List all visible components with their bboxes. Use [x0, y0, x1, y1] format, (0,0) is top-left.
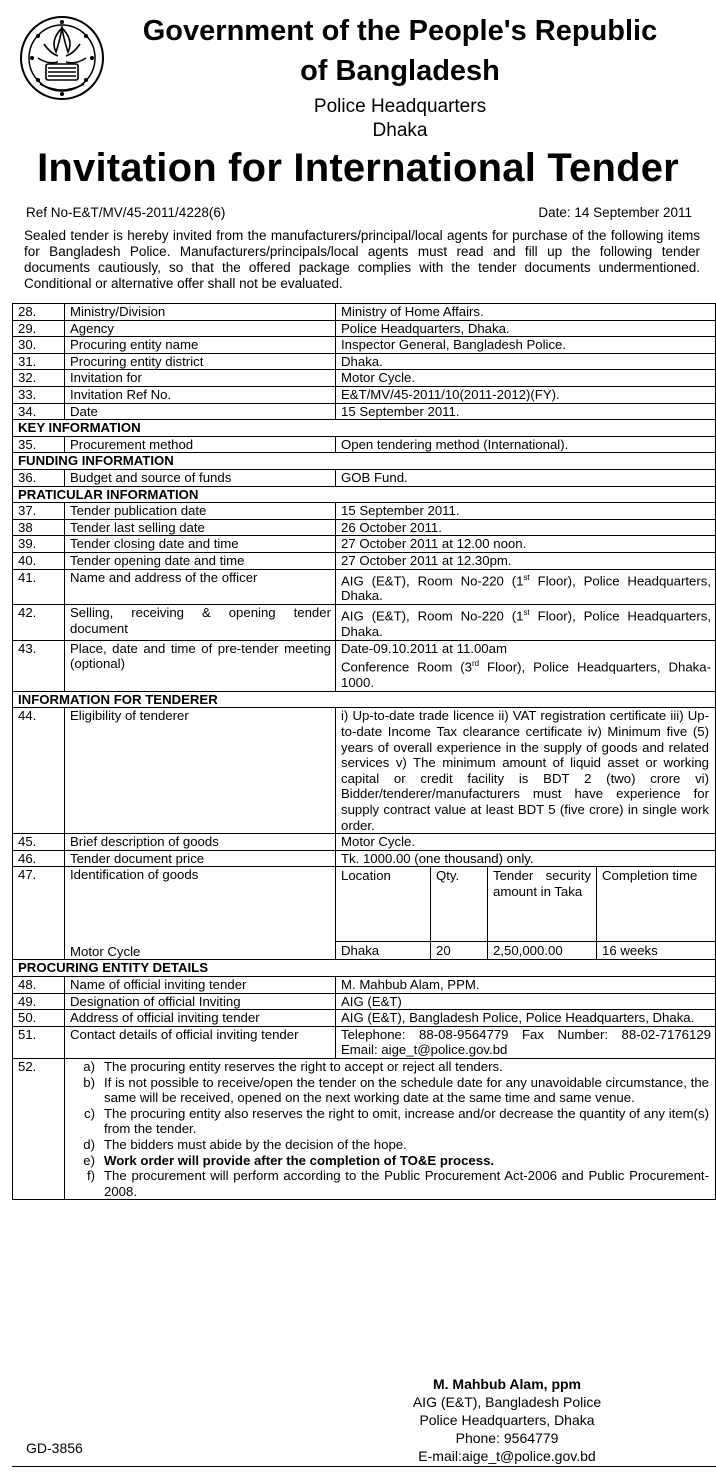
table-row	[13, 569, 716, 605]
government-title-line1: Government of the People's Republic	[142, 15, 658, 47]
tender-details-table	[12, 303, 716, 1200]
row-number: 46.	[13, 850, 65, 867]
tender-title: Invitation for International Tender	[37, 146, 679, 190]
row-label: Place, date and time of pre-tender meeting (optional)	[65, 640, 336, 691]
row-number: 30.	[13, 337, 65, 354]
goods-label: Identification of goods	[70, 867, 199, 883]
list-item	[77, 1059, 709, 1075]
row-value: 27 October 2011 at 12.00 noon.	[336, 536, 716, 553]
table-row	[13, 353, 716, 370]
row-value: M. Mahbub Alam, PPM.	[336, 977, 716, 994]
row-number: 37.	[13, 503, 65, 520]
section-header	[13, 691, 716, 708]
table-row	[13, 503, 716, 520]
goods-qty: 20	[431, 941, 488, 959]
value-text: AIG (E&T), Room No-220 (1	[341, 572, 524, 588]
list-text: The bidders must abide by the decision of the hope.	[104, 1136, 407, 1152]
reference-number: Ref No-E&T/MV/45-2011/4228(6)	[26, 205, 226, 220]
row-value: Tk. 1000.00 (one thousand) only.	[336, 850, 716, 867]
row-label: Tender document price	[65, 850, 336, 867]
footer-code: GD-3856	[26, 1440, 83, 1456]
row-number: 48.	[13, 977, 65, 994]
section-title-key-information: KEY INFORMATION	[13, 420, 716, 437]
row-number: 40.	[13, 552, 65, 569]
list-item	[77, 1075, 709, 1106]
row-value: AIG (E&T), Bangladesh Police, Police Headquarters, Dhaka.	[336, 1010, 716, 1027]
row-value: i) Up-to-date trade licence ii) VAT registration certificate iii) Up-to-date Income Tax clearance certificate iv) Minimum five (5) years of overall experience in the supply of goods and related services v) The minimum amount of liquid asset or working capital or credit facility is BDT 2 (two) crore vi) Bidder/tenderer/manufacturers must have experience for supply contract value at least BDT 5 (five crore) in single work order.	[336, 708, 716, 834]
row-label: Name of official inviting tender	[65, 977, 336, 994]
intro-paragraph: Sealed tender is hereby invited from the manufacturers/principal/local agents for purchase of the following items for Bangladesh Police. Manufacturers/principals/local agents must read and fill up the following tender documents cautiously, so that the offered package complies with the tender documents undermentioned. Conditional or alternative offer shall not be evaluated.	[24, 228, 700, 291]
table-row	[13, 519, 716, 536]
table-row	[13, 552, 716, 569]
row-label: Date	[65, 403, 336, 420]
government-seal-icon	[18, 14, 106, 102]
goods-table	[336, 867, 715, 959]
table-row	[13, 977, 716, 994]
row-value: Ministry of Home Affairs.	[336, 304, 716, 321]
goods-value-row	[336, 941, 715, 959]
row-label: Name and address of the officer	[65, 569, 336, 605]
table-row	[13, 337, 716, 354]
bottom-divider	[12, 1466, 716, 1467]
row-number: 38	[13, 519, 65, 536]
goods-header-qty: Qty.	[431, 867, 488, 941]
row-number: 35.	[13, 436, 65, 453]
row-number: 44.	[13, 708, 65, 834]
section-header	[13, 453, 716, 470]
row-value	[336, 605, 716, 641]
row-label: Eligibility of tenderer	[65, 708, 336, 834]
list-marker: a)	[83, 1059, 95, 1075]
row-number: 28.	[13, 304, 65, 321]
row-number: 29.	[13, 320, 65, 337]
list-text: If is not possible to receive/open the tender on the schedule date for any unavoidable circumstance, the same will be received, opened on the next working date at the same time and same venue.	[104, 1074, 709, 1106]
signatory-designation: AIG (E&T), Bangladesh Police	[412, 1394, 602, 1410]
list-marker: e)	[83, 1152, 95, 1168]
row-number: 45.	[13, 834, 65, 851]
table-row	[13, 386, 716, 403]
row-value: Motor Cycle.	[336, 834, 716, 851]
row-label: Address of official inviting tender	[65, 1010, 336, 1027]
row-label: Tender closing date and time	[65, 536, 336, 553]
row-value: Open tendering method (International).	[336, 436, 716, 453]
section-header	[13, 420, 716, 437]
list-item	[77, 1106, 709, 1137]
row-number: 31.	[13, 353, 65, 370]
row-number: 36.	[13, 469, 65, 486]
table-row	[13, 469, 716, 486]
goods-header-row	[336, 867, 715, 941]
value-text: AIG (E&T), Room No-220 (1	[341, 608, 524, 624]
table-row	[13, 536, 716, 553]
value-text: Floor), Police Headquarters, Dhaka-1000.	[341, 659, 711, 691]
government-title-line2: of Bangladesh	[300, 55, 500, 87]
row-label: Agency	[65, 320, 336, 337]
row-number: 47.	[13, 867, 65, 960]
row-number: 34.	[13, 403, 65, 420]
row-value: Dhaka.	[336, 353, 716, 370]
section-header	[13, 960, 716, 977]
row-label: Procurement method	[65, 436, 336, 453]
row-number: 39.	[13, 536, 65, 553]
row-label: Tender publication date	[65, 503, 336, 520]
value-text: Floor), Police Headquarters, Dhaka.	[341, 608, 711, 640]
row-number: 52.	[13, 1059, 65, 1200]
goods-header-security: Tender security amount in Taka	[488, 867, 597, 941]
row-value: Inspector General, Bangladesh Police.	[336, 337, 716, 354]
row-label: Designation of official Inviting	[65, 993, 336, 1010]
table-row	[13, 1026, 716, 1058]
row-label: Brief description of goods	[65, 834, 336, 851]
table-row	[13, 867, 716, 960]
table-row	[13, 320, 716, 337]
list-text: The procuring entity also reserves the right to omit, increase and/or decrease the quantity of any item(s) from the tender.	[104, 1105, 709, 1137]
row-value: 27 October 2011 at 12.30pm.	[336, 552, 716, 569]
list-marker: c)	[84, 1105, 95, 1121]
signatory-phone: Phone: 9564779	[455, 1430, 559, 1446]
superscript: st	[523, 608, 530, 618]
conditions-list	[77, 1059, 709, 1199]
office-name: Police Headquarters	[313, 96, 487, 117]
list-marker: f)	[86, 1168, 95, 1184]
row-label: Invitation Ref No.	[65, 386, 336, 403]
signatory-office: Police Headquarters, Dhaka	[419, 1412, 595, 1428]
section-title-particular-information: PRATICULAR INFORMATION	[13, 486, 716, 503]
row-label: Invitation for	[65, 370, 336, 387]
row-label: Budget and source of funds	[65, 469, 336, 486]
conditions	[65, 1059, 716, 1200]
row-label: Selling, receiving & opening tender document	[65, 605, 336, 641]
row-value: 15 September 2011.	[336, 403, 716, 420]
table-row	[13, 1010, 716, 1027]
row-number: 41.	[13, 569, 65, 605]
row-label	[65, 867, 336, 960]
table-row	[13, 403, 716, 420]
signature-block	[392, 1375, 622, 1465]
list-text: The procurement will perform according to the Public Procurement Act-2006 and Public Procurement-2008.	[104, 1168, 709, 1199]
row-label: Tender opening date and time	[65, 552, 336, 569]
row-number: 32.	[13, 370, 65, 387]
list-item	[77, 1137, 709, 1153]
row-label: Contact details of official inviting tender	[65, 1026, 336, 1058]
office-city: Dhaka	[372, 120, 428, 141]
table-row	[13, 1059, 716, 1200]
superscript: st	[523, 572, 530, 582]
row-value: AIG (E&T)	[336, 993, 716, 1010]
row-label: Ministry/Division	[65, 304, 336, 321]
table-row	[13, 708, 716, 834]
section-header	[13, 486, 716, 503]
list-item	[77, 1168, 709, 1199]
row-number: 51.	[13, 1026, 65, 1058]
goods-identification	[336, 867, 716, 960]
row-value	[336, 640, 716, 691]
signatory-name: M. Mahbub Alam, ppm	[432, 1376, 582, 1392]
table-row	[13, 436, 716, 453]
goods-location: Dhaka	[336, 941, 431, 959]
row-value: Motor Cycle.	[336, 370, 716, 387]
value-text: Conference Room (3	[341, 659, 472, 675]
superscript: rd	[471, 659, 480, 669]
section-title-procuring-entity-details: PROCURING ENTITY DETAILS	[13, 960, 716, 977]
table-row	[13, 640, 716, 691]
row-value: E&T/MV/45-2011/10(2011-2012)(FY).	[336, 386, 716, 403]
row-number: 50.	[13, 1010, 65, 1027]
table-row	[13, 605, 716, 641]
value-text: Floor), Police Headquarters, Dhaka.	[341, 572, 711, 604]
row-value: GOB Fund.	[336, 469, 716, 486]
table-row	[13, 304, 716, 321]
list-marker: b)	[83, 1074, 95, 1090]
list-text: The procuring entity reserves the right to accept or reject all tenders.	[104, 1059, 503, 1075]
section-title-funding-information: FUNDING INFORMATION	[13, 453, 716, 470]
row-value: Police Headquarters, Dhaka.	[336, 320, 716, 337]
row-value: 15 September 2011.	[336, 503, 716, 520]
notice-date: Date: 14 September 2011	[538, 205, 692, 220]
row-number: 42.	[13, 605, 65, 641]
table-row	[13, 370, 716, 387]
row-value	[336, 569, 716, 605]
goods-header-completion: Completion time	[597, 867, 716, 941]
list-text: Work order will provide after the completion of TO&E process.	[104, 1152, 495, 1168]
value-text: Date-09.10.2011 at 11.00am	[341, 640, 507, 656]
table-row	[13, 850, 716, 867]
list-item	[77, 1153, 709, 1169]
row-label: Tender last selling date	[65, 519, 336, 536]
row-label: Procuring entity name	[65, 337, 336, 354]
list-marker: d)	[83, 1136, 95, 1152]
goods-completion-time: 16 weeks	[597, 941, 716, 959]
row-number: 33.	[13, 386, 65, 403]
section-title-information-for-tenderer: INFORMATION FOR TENDERER	[13, 691, 716, 708]
goods-item: Motor Cycle	[70, 943, 141, 959]
table-row	[13, 993, 716, 1010]
table-row	[13, 834, 716, 851]
row-number: 49.	[13, 993, 65, 1010]
signatory-email: E-mail:aige_t@police.gov.bd	[418, 1448, 596, 1464]
row-number: 43.	[13, 640, 65, 691]
row-value: 26 October 2011.	[336, 519, 716, 536]
row-label: Procuring entity district	[65, 353, 336, 370]
goods-header-location: Location	[336, 867, 431, 941]
row-value: Telephone: 88-08-9564779 Fax Number: 88-02-7176129 Email: aige_t@police.gov.bd	[336, 1026, 716, 1058]
goods-security-amount: 2,50,000.00	[488, 941, 597, 959]
